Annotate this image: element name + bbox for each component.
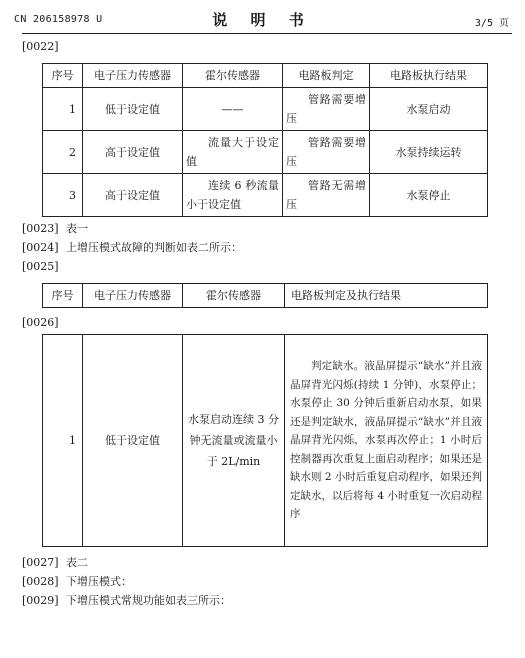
paragraph-number-0025: [0025]	[22, 260, 59, 273]
paragraph-text: 表二	[66, 556, 88, 569]
paragraph-0028	[22, 575, 132, 589]
table-cell-no: 1	[43, 335, 83, 547]
table-header-row	[43, 284, 488, 308]
table-cell-judge: 管路无需增压	[283, 174, 370, 217]
table-header-cell: 序号	[43, 64, 83, 88]
paragraph-number: [0024]	[22, 241, 59, 254]
table-cell-no: 2	[43, 131, 83, 174]
table-row	[43, 174, 488, 217]
paragraph-number: [0029]	[22, 594, 59, 607]
paragraph-0024	[22, 241, 242, 255]
paragraph-number: [0027]	[22, 556, 59, 569]
table-header-cell: 电路板判定及执行结果	[285, 284, 488, 308]
table-row	[43, 335, 488, 547]
table-header-row	[43, 64, 488, 88]
table-header-cell: 电路板执行结果	[370, 64, 488, 88]
table-2-header	[42, 283, 488, 308]
paragraph-0027	[22, 556, 88, 570]
table-cell-judge: 管路需要增压	[283, 88, 370, 131]
table-cell-result: 判定缺水。液晶屏提示“缺水”并且液晶屏背光闪烁(持续 1 分钟)，水泵停止；水泵停止 30 分钟后重新启动水泵，如果还是判定缺水，液晶屏提示“缺水”并且液晶屏背光闪烁，水泵再次停止；1 小时后控制器再次重复上面启动程序；如果还是缺水则 2 小时后重复启动程序，如果还判定缺水，以后将每 4 小时重复一次启动程序	[285, 335, 488, 547]
document-number: CN 206158978 U	[14, 14, 103, 25]
paragraph-0023	[22, 222, 88, 236]
table-cell-pressure: 低于设定值	[83, 88, 183, 131]
table-cell-hall: 流量大于设定值	[183, 131, 283, 174]
paragraph-text: 表一	[66, 222, 88, 235]
table-cell-result: 水泵持续运转	[370, 131, 488, 174]
table-cell-no: 3	[43, 174, 83, 217]
table-1	[42, 63, 488, 217]
header-rule	[22, 33, 512, 34]
table-header-cell: 霍尔传感器	[183, 64, 283, 88]
paragraph-0029	[22, 594, 231, 608]
table-row	[43, 131, 488, 174]
paragraph-text: 下增压模式常规功能如表三所示：	[66, 594, 231, 607]
paragraph-number: [0028]	[22, 575, 59, 588]
table-2-body	[42, 334, 488, 547]
paragraph-number-0022: [0022]	[22, 40, 59, 53]
paragraph-number-0026: [0026]	[22, 316, 59, 329]
table-cell-judge: 管路需要增压	[283, 131, 370, 174]
table-header-cell: 电路板判定	[283, 64, 370, 88]
paragraph-text: 下增压模式：	[66, 575, 132, 588]
table-cell-result: 水泵停止	[370, 174, 488, 217]
table-cell-hall: 连续 6 秒流量小于设定值	[183, 174, 283, 217]
table-cell-no: 1	[43, 88, 83, 131]
table-cell-pressure: 高于设定值	[83, 131, 183, 174]
table-cell-result: 水泵启动	[370, 88, 488, 131]
paragraph-text: 上增压模式故障的判断如表二所示：	[66, 241, 242, 254]
page-number: 3/5 页	[474, 18, 509, 29]
table-cell-pressure: 低于设定值	[83, 335, 183, 547]
paragraph-number: [0023]	[22, 222, 59, 235]
table-cell-hall: 水泵启动连续 3 分钟无流量或流量小于 2L/min	[183, 335, 285, 547]
table-header-cell: 霍尔传感器	[183, 284, 285, 308]
table-header-cell: 序号	[43, 284, 83, 308]
table-row	[43, 88, 488, 131]
page-title: 说 明 书	[212, 11, 313, 29]
table-header-cell: 电子压力传感器	[83, 284, 183, 308]
table-cell-pressure: 高于设定值	[83, 174, 183, 217]
table-header-cell: 电子压力传感器	[83, 64, 183, 88]
table-cell-hall: ——	[183, 88, 283, 131]
